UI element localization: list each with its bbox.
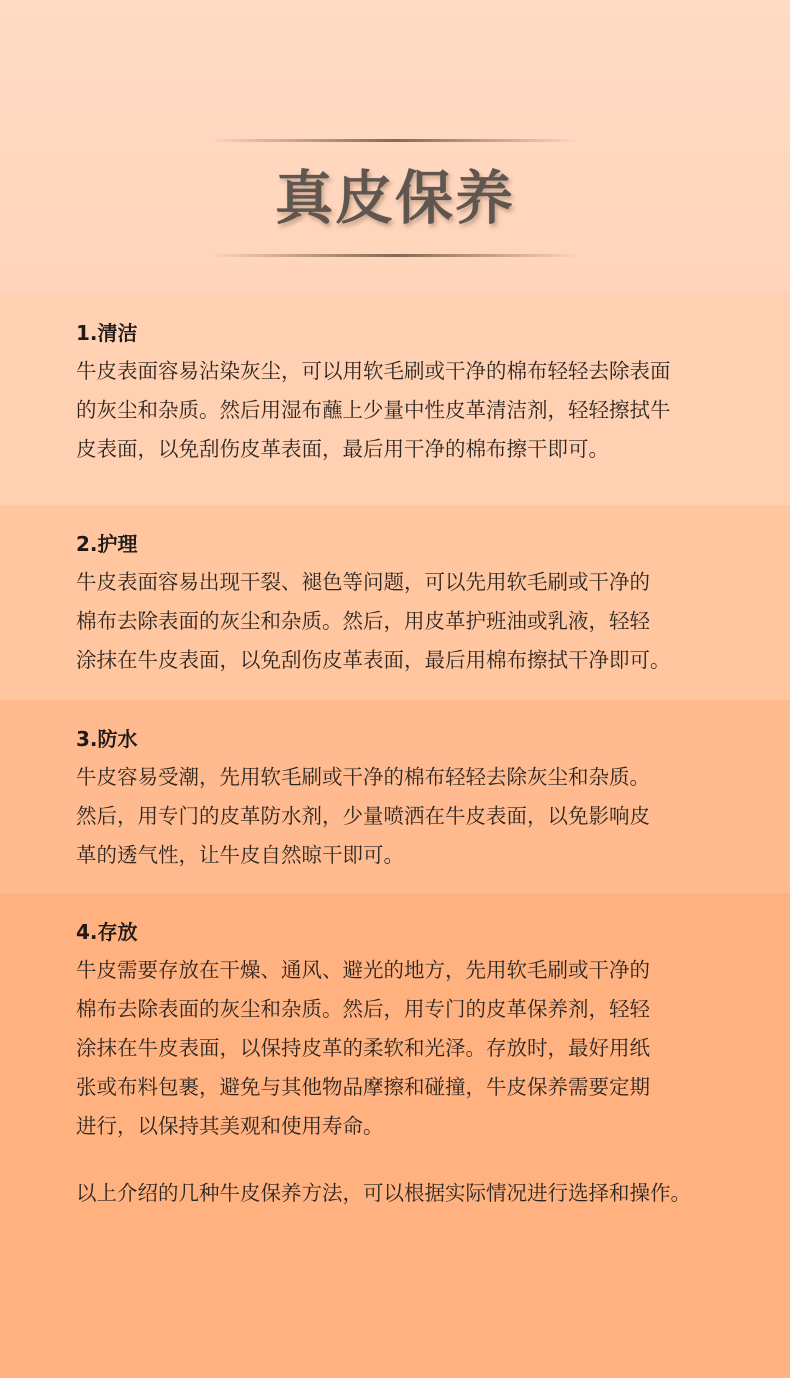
section-heading: 3.防水	[76, 727, 138, 751]
section-content	[76, 725, 756, 875]
section-care	[0, 505, 790, 700]
section-body: 牛皮表面容易沾染灰尘，可以用软毛刷或干净的棉布轻轻去除表面 的灰尘和杂质。然后用湿布蘸上少量中性皮革清洁剂，轻轻擦拭牛 皮表面，以免刮伤皮革表面，最后用干净的棉布擦干即可。	[76, 359, 671, 461]
page-title: 真皮保养	[274, 164, 515, 232]
section-content	[76, 918, 756, 1146]
section-content	[76, 530, 756, 680]
title-bottom-divider	[210, 254, 580, 257]
section-body: 牛皮需要存放在干燥、通风、避光的地方，先用软毛刷或干净的 棉布去除表面的灰尘和杂质。然后，用专门的皮革保养剂，轻轻 涂抹在牛皮表面，以保持皮革的柔软和光泽。存放时，最好用纸 张或布料包裹，避免与其他物品摩擦和碰撞，牛皮保养需要定期 进行，以保持其美观和使用寿命。	[76, 958, 650, 1138]
header-banner	[0, 0, 790, 294]
section-storage	[0, 893, 790, 1378]
title-top-divider	[210, 139, 580, 142]
section-body: 牛皮表面容易出现干裂、褪色等问题，可以先用软毛刷或干净的 棉布去除表面的灰尘和杂质。然后，用皮革护班油或乳液，轻轻 涂抹在牛皮表面，以免刮伤皮革表面，最后用棉布擦拭干净即可。	[76, 570, 671, 672]
section-waterproof	[0, 700, 790, 893]
section-heading: 1.清洁	[76, 321, 138, 345]
section-heading: 4.存放	[76, 920, 138, 944]
section-cleaning	[0, 294, 790, 505]
section-content	[76, 319, 756, 469]
section-heading: 2.护理	[76, 532, 138, 556]
closing-note: 以上介绍的几种牛皮保养方法，可以根据实际情况进行选择和操作。	[76, 1181, 691, 1205]
section-body: 牛皮容易受潮，先用软毛刷或干净的棉布轻轻去除灰尘和杂质。 然后，用专门的皮革防水剂，少量喷洒在牛皮表面，以免影响皮 革的透气性，让牛皮自然晾干即可。	[76, 765, 650, 867]
